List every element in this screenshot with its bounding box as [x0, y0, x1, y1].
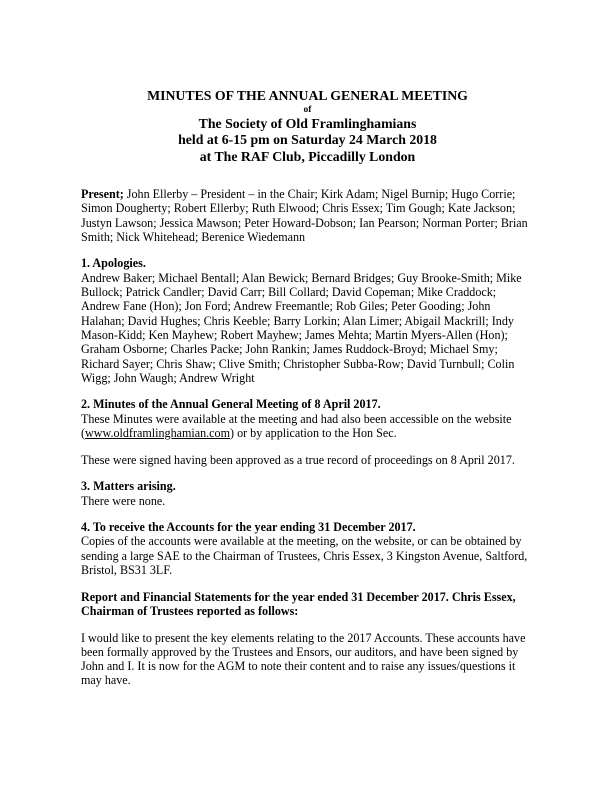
title-line-society: The Society of Old Framlinghamians: [198, 115, 417, 131]
report-statement-body: I would like to present the key elements relating to the 2017 Accounts. These accounts have been formally approved by the Trustees and Ensors, our auditors, and have been signed by John and I. It is now for the AGM to note their content and to raise any issues/questions it may have.: [81, 630, 526, 688]
accounts-body: Copies of the accounts were available at the meeting, on the website, or can be obtained by sending a large SAE to the Chairman of Trustees, Chris Essex, 3 Kingston Avenue, Saltford, Bristol, BS31 3LF.: [81, 534, 528, 578]
title-line-meeting: MINUTES OF THE ANNUAL GENERAL MEETING: [147, 88, 468, 103]
section-apologies: [81, 256, 534, 385]
matters-arising-heading: 3. Matters arising.: [81, 479, 176, 494]
minutes-2017-body-after-link: ) or by application to the Hon Sec.: [230, 426, 397, 441]
section-accounts: [81, 520, 534, 577]
accounts-heading: 4. To receive the Accounts for the year ending 31 December 2017.: [81, 520, 416, 535]
title-line-venue: at The RAF Club, Piccadilly London: [199, 148, 416, 164]
section-matters-arising: [81, 479, 534, 508]
website-link[interactable]: www.oldframlinghamian.com: [85, 426, 231, 441]
minutes-2017-heading: 2. Minutes of the Annual General Meeting of 8 April 2017.: [81, 397, 381, 412]
document-title-block: [81, 88, 534, 165]
document-content: [81, 88, 534, 700]
apologies-names: Andrew Baker; Michael Bentall; Alan Bewick; Bernard Bridges; Guy Brooke-Smith; Mike Bullock; Patrick Candler; David Carr; Bill Collard; David Copeman; Mike Craddock; Andrew Fane (Hon); Jon Ford; Andrew Freemantle; Rob Giles; Peter Gooding; John Halahan; David Hughes; Chris Keeble; Barry Lorkin; Alan Limer; Abigail Mackrill; Indy Mason-Kidd; Ken Mayhew; Robert Mayhew; James Mehta; Martin Myers-Allen (Hon); Graham Osborne; Charles Packe; John Rankin; James Ruddock-Broyd; Michael Smy; Richard Sayer; Chris Shaw; Clive Smith; Christopher Subba-Row; David Turnbull; Colin Wigg; John Waugh; Andrew Wright: [81, 270, 522, 385]
present-paragraph: [81, 187, 534, 244]
minutes-signed-paragraph: These were signed having been approved as a true record of proceedings on 8 April 2017.: [81, 452, 515, 467]
present-label: Present;: [81, 187, 124, 201]
section-minutes-2017: [81, 397, 534, 440]
matters-arising-body: There were none.: [81, 493, 166, 508]
minutes-2017-body-before-link: These Minutes were available at the meeting and had also been accessible on the website (: [81, 411, 512, 441]
report-statement-heading: Report and Financial Statements for the year ended 31 December 2017. Chris Essex, Chairman of Trustees reported as follows:: [81, 589, 516, 618]
present-names: John Ellerby – President – in the Chair; Kirk Adam; Nigel Burnip; Hugo Corrie; Simon Dougherty; Robert Ellerby; Ruth Elwood; Chris Essex; Tim Gough; Kate Jackson; Justyn Lawson; Jessica Mawson; Peter Howard-Dobson; Ian Pearson; Norman Porter; Brian Smith; Nick Whitehead; Berenice Wiedemann: [81, 187, 528, 244]
minutes-2017-body: [81, 412, 534, 441]
apologies-heading: 1. Apologies.: [81, 256, 146, 271]
title-line-datetime: held at 6-15 pm on Saturday 24 March 2018: [178, 132, 437, 147]
title-line-of: of: [303, 104, 312, 115]
